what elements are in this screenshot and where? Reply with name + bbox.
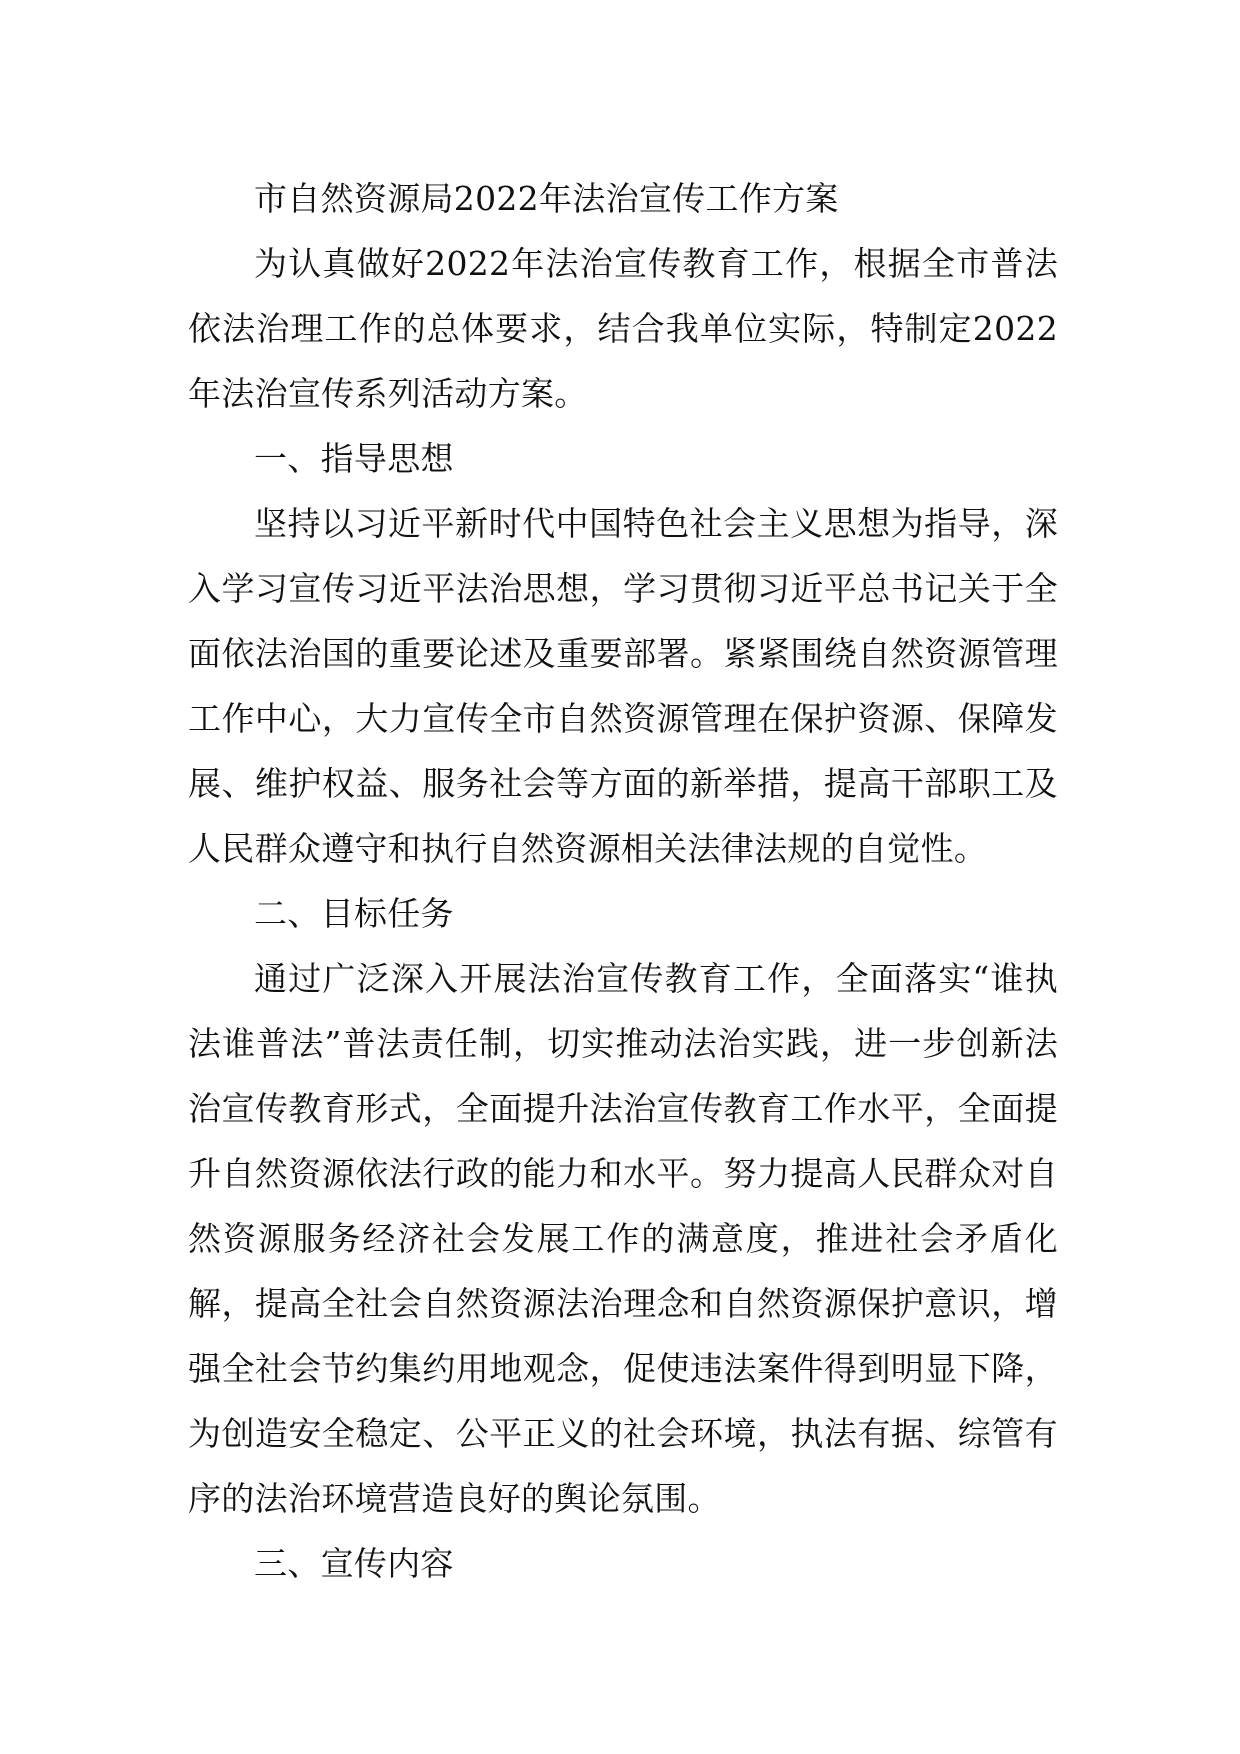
section-heading-goals-tasks: 二、目标任务 bbox=[254, 894, 454, 933]
section-heading-guiding-ideology: 一、指导思想 bbox=[254, 439, 454, 478]
section-heading-publicity-content: 三、宣传内容 bbox=[254, 1544, 454, 1583]
document-body bbox=[188, 166, 1058, 1596]
intro-paragraph: 为认真做好2022年法治宣传教育工作，根据全市普法依法治理工作的总体要求，结合我单位实际，特制定2022年法治宣传系列活动方案。 bbox=[188, 244, 1058, 413]
section-body-guiding-ideology: 坚持以习近平新时代中国特色社会主义思想为指导，深入学习宣传习近平法治思想，学习贯彻习近平总书记关于全面依法治国的重要论述及重要部署。紧紧围绕自然资源管理工作中心，大力宣传全市自然资源管理在保护资源、保障发展、维护权益、服务社会等方面的新举措，提高干部职工及人民群众遵守和执行自然资源相关法律法规的自觉性。 bbox=[188, 504, 1058, 868]
document-title: 市自然资源局2022年法治宣传工作方案 bbox=[254, 179, 839, 218]
section-body-goals-tasks: 通过广泛深入开展法治宣传教育工作，全面落实“谁执法谁普法”普法责任制，切实推动法治实践，进一步创新法治宣传教育形式，全面提升法治宣传教育工作水平，全面提升自然资源依法行政的能力和水平。努力提高人民群众对自然资源服务经济社会发展工作的满意度，推进社会矛盾化解，提高全社会自然资源法治理念和自然资源保护意识，增强全社会节约集约用地观念，促使违法案件得到明显下降，为创造安全稳定、公平正义的社会环境，执法有据、综管有序的法治环境营造良好的舆论氛围。 bbox=[188, 959, 1058, 1518]
